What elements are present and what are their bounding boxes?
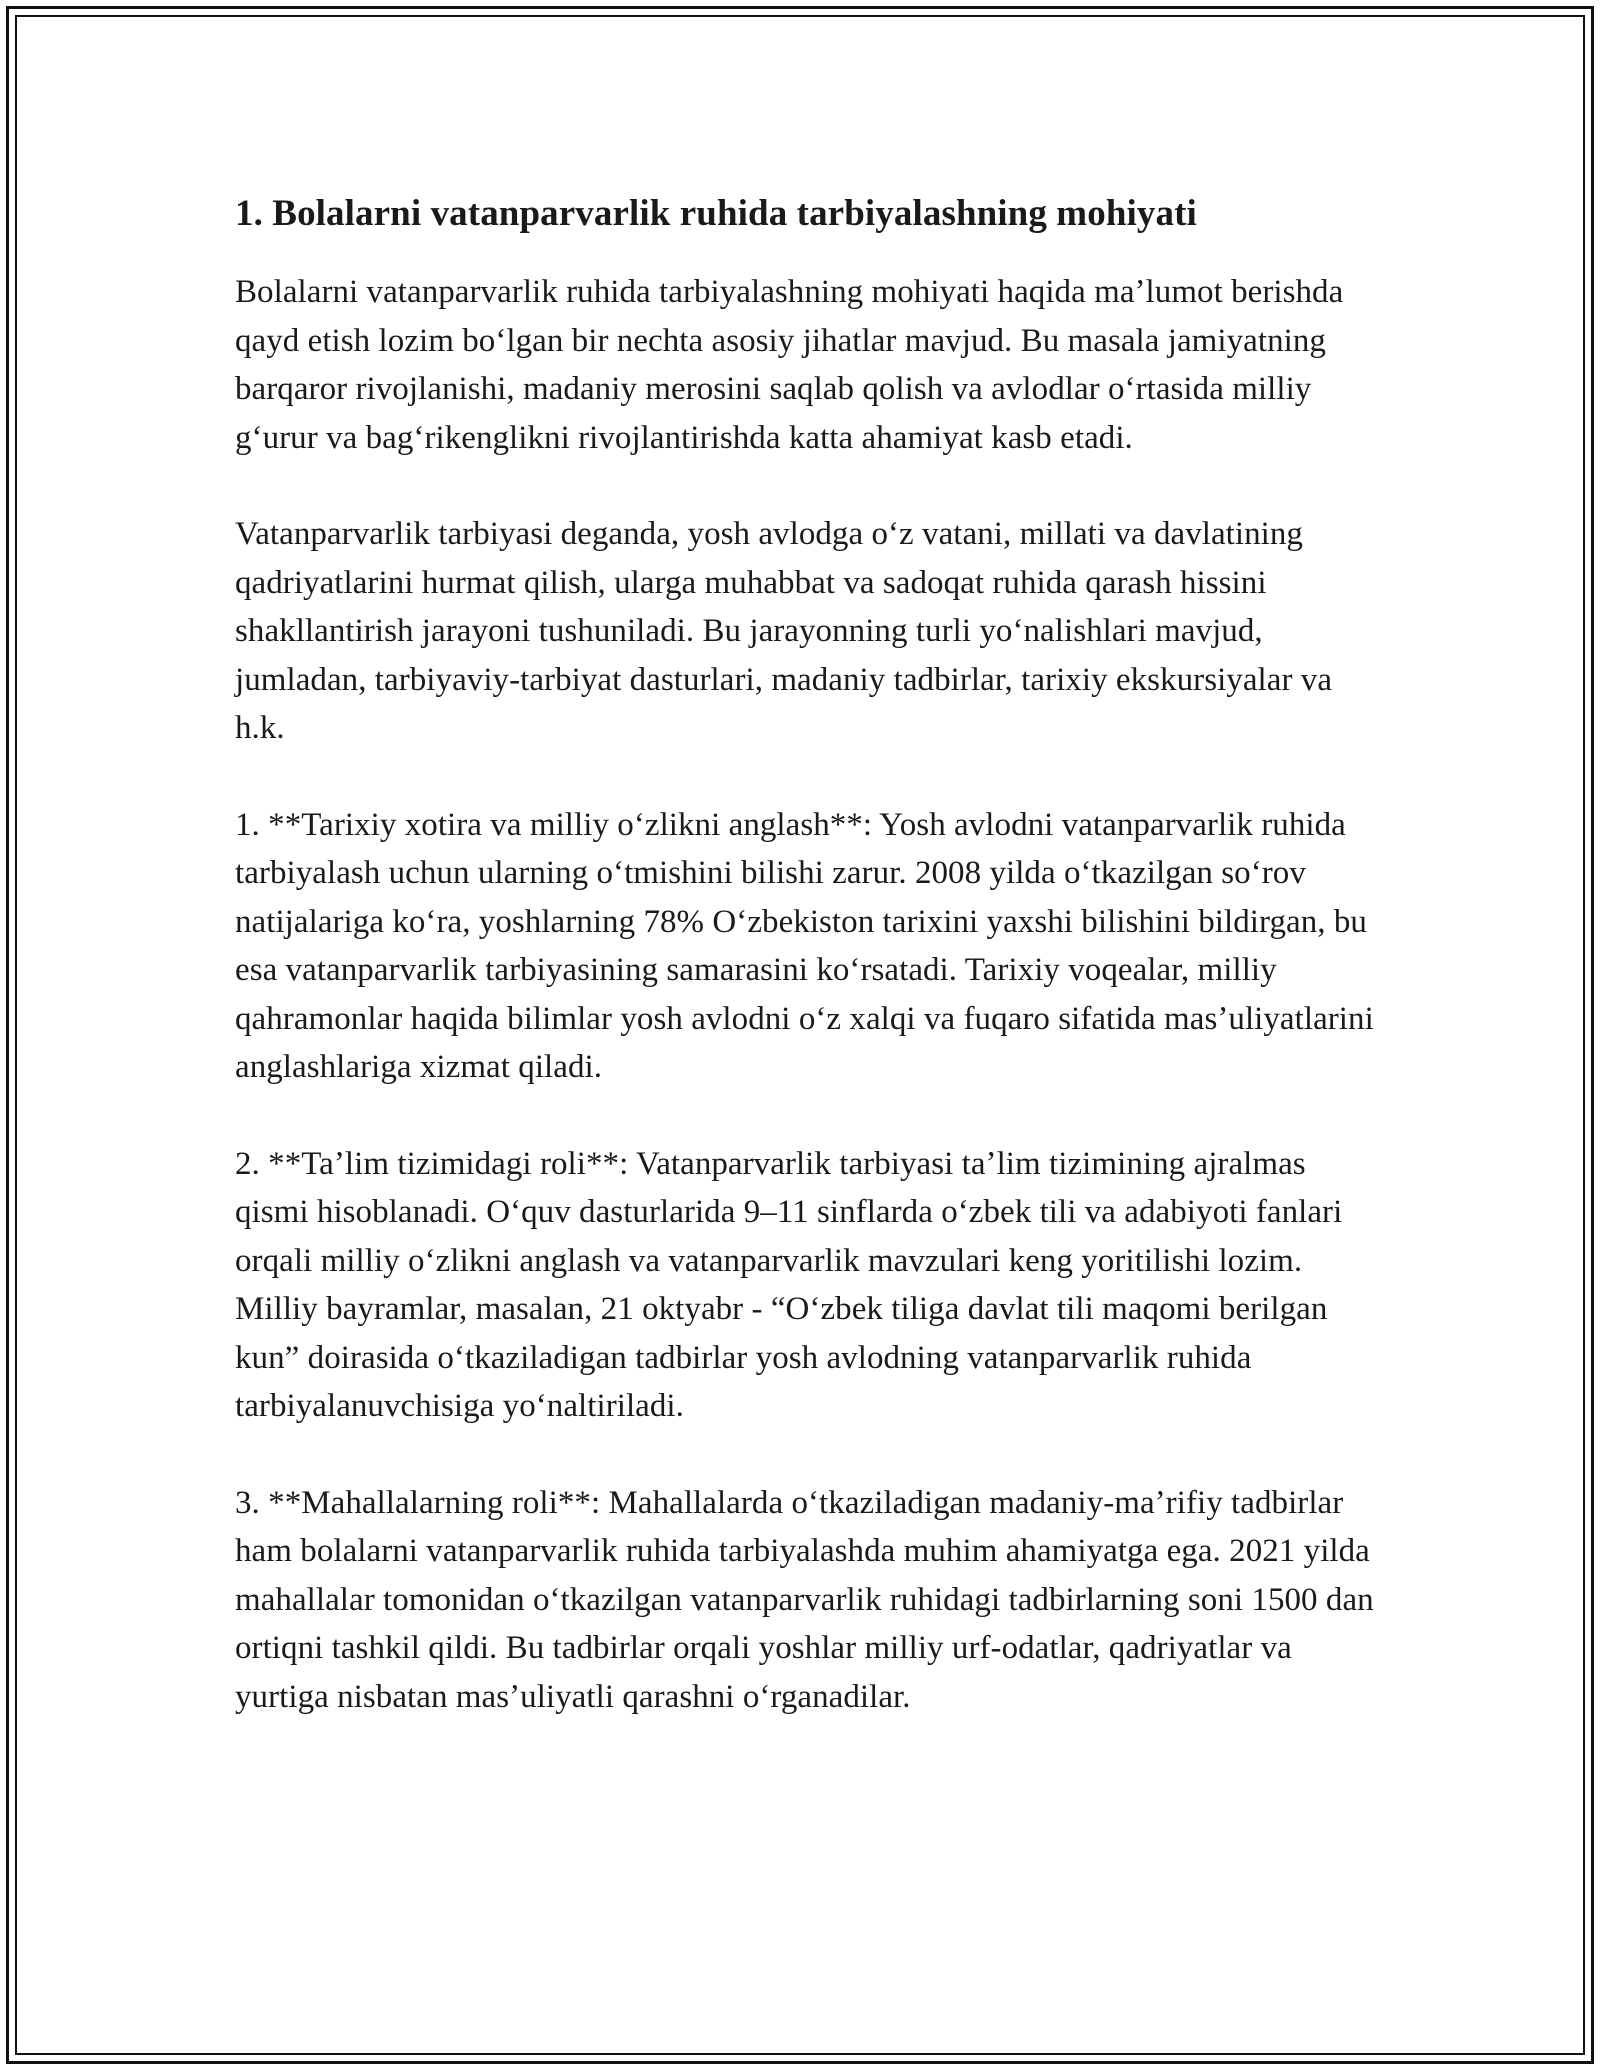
point-mahalla-role: 3. **Mahallalarning roli**: Mahallalarda oʻtkaziladigan madaniy-maʼrifiy tadbirlar ham bolalarni vatanparvarlik ruhida tarbiyalashda muhim ahamiyatga ega. 2021 yilda mahallalar tomonidan oʻtkazilgan vatanparvarlik ruhidagi tadbirlarning soni 1500 dan ortiqni tashkil qildi. Bu tadbirlar orqali yoshlar milliy urf-odatlar, qadriyatlar va yurtiga nisbatan masʼuliyatli qarashni oʻrganadilar.: [235, 1484, 1374, 1715]
document-body: [235, 188, 1385, 1769]
point-historical-memory: 1. **Tarixiy xotira va milliy oʻzlikni anglash**: Yosh avlodni vatanparvarlik ruhida tarbiyalash uchun ularning oʻtmishini bilishi zarur. 2008 yilda oʻtkazilgan soʻrov natijalariga koʻra, yoshlarning 78% Oʻzbekiston tarixini yaxshi bilishini bildirgan, bu esa vatanparvarlik tarbiyasining samarasini koʻrsatadi. Tarixiy voqealar, milliy qahramonlar haqida bilimlar yosh avlodni oʻz xalqi va fuqaro sifatida masʼuliyatlarini anglashlariga xizmat qiladi.: [235, 806, 1374, 1085]
section-heading: 1. Bolalarni vatanparvarlik ruhida tarbiyalashning mohiyati: [235, 193, 1197, 234]
definition-paragraph: Vatanparvarlik tarbiyasi deganda, yosh avlodga oʻz vatani, millati va davlatining qadriyatlarini hurmat qilish, ularga muhabbat va sadoqat ruhida qarash hissini shakllantirish jarayoni tushuniladi. Bu jarayonning turli yoʻnalishlari mavjud, jumladan, tarbiyaviy-tarbiyat dasturlari, madaniy tadbirlar, tarixiy ekskursiyalar va h.k.: [235, 516, 1333, 746]
point-education-system: 2. **Taʼlim tizimidagi roli**: Vatanparvarlik tarbiyasi taʼlim tizimining ajralmas qismi hisoblanadi. Oʻquv dasturlarida 9–11 sinflarda oʻzbek tili va adabiyoti fanlari orqali milliy oʻzlikni anglash va vatanparvarlik mavzulari keng yoritilishi lozim. Milliy bayramlar, masalan, 21 oktyabr - “Oʻzbek tiliga davlat tili maqomi berilgan kun” doirasida oʻtkaziladigan tadbirlar yosh avlodning vatanparvarlik ruhida tarbiyalanuvchisiga yoʻnaltiriladi.: [235, 1145, 1343, 1424]
intro-paragraph: Bolalarni vatanparvarlik ruhida tarbiyalashning mohiyati haqida maʼlumot berishda qayd etish lozim boʻlgan bir nechta asosiy jihatlar mavjud. Bu masala jamiyatning barqaror rivojlanishi, madaniy merosini saqlab qolish va avlodlar oʻrtasida milliy gʻurur va bagʻrikenglikni rivojlantirishda katta ahamiyat kasb etadi.: [235, 274, 1344, 456]
